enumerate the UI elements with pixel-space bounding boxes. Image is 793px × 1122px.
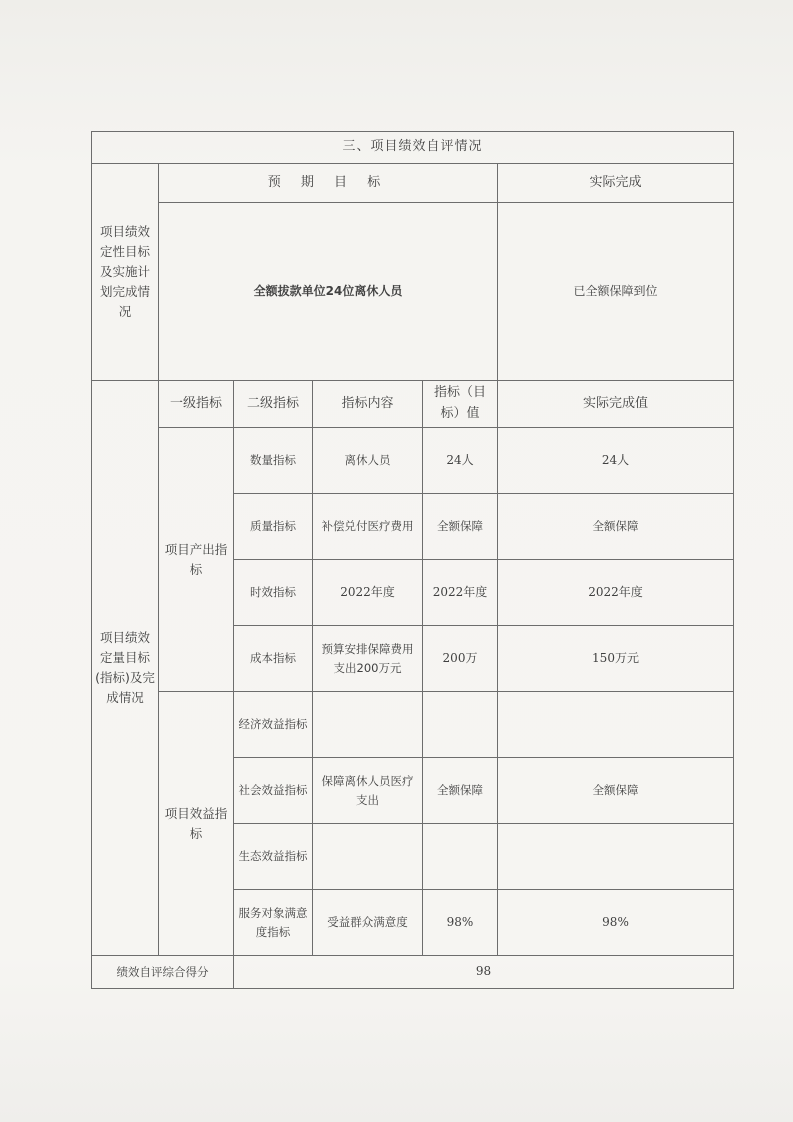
level2-cell: 数量指标 [234, 428, 313, 494]
level2-cell: 质量指标 [234, 494, 313, 560]
content-cell: 离休人员 [313, 428, 423, 494]
header-actual: 实际完成值 [498, 381, 734, 428]
level2-cell: 时效指标 [234, 560, 313, 626]
actual-cell [498, 824, 734, 890]
level1-output: 项目产出指标 [159, 428, 234, 692]
content-cell: 补偿兑付医疗费用 [313, 494, 423, 560]
header-target: 指标（目标）值 [423, 381, 498, 428]
quantitative-goal-label: 项目绩效定量目标(指标)及完成情况 [92, 381, 159, 956]
content-cell: 2022年度 [313, 560, 423, 626]
content-cell: 预算安排保障费用支出200万元 [313, 626, 423, 692]
actual-cell: 全额保障 [498, 494, 734, 560]
level1-benefit: 项目效益指标 [159, 692, 234, 956]
level2-cell: 社会效益指标 [234, 758, 313, 824]
header-content: 指标内容 [313, 381, 423, 428]
actual-cell: 2022年度 [498, 560, 734, 626]
expected-goal-text: 全额拔款单位24位离休人员 [159, 203, 498, 381]
performance-table [91, 131, 734, 989]
level2-cell: 成本指标 [234, 626, 313, 692]
expected-goal-header: 预 期 目 标 [159, 164, 498, 203]
actual-cell: 24人 [498, 428, 734, 494]
header-level2: 二级指标 [234, 381, 313, 428]
table-row [92, 428, 734, 494]
actual-cell: 98% [498, 890, 734, 956]
target-cell: 2022年度 [423, 560, 498, 626]
content-cell [313, 692, 423, 758]
target-cell [423, 692, 498, 758]
actual-cell: 150万元 [498, 626, 734, 692]
target-cell: 全额保障 [423, 758, 498, 824]
actual-cell [498, 692, 734, 758]
target-cell: 98% [423, 890, 498, 956]
header-level1: 一级指标 [159, 381, 234, 428]
target-cell: 24人 [423, 428, 498, 494]
level2-cell: 经济效益指标 [234, 692, 313, 758]
actual-completion-text: 已全额保障到位 [498, 203, 734, 381]
content-cell: 受益群众满意度 [313, 890, 423, 956]
overall-score-value: 98 [234, 956, 734, 989]
content-cell: 保障离休人员医疗支出 [313, 758, 423, 824]
target-cell: 全额保障 [423, 494, 498, 560]
table-row [92, 692, 734, 758]
content-cell [313, 824, 423, 890]
table-title: 三、项目绩效自评情况 [92, 132, 734, 164]
overall-score-label: 绩效自评综合得分 [92, 956, 234, 989]
actual-cell: 全额保障 [498, 758, 734, 824]
target-cell: 200万 [423, 626, 498, 692]
level2-cell: 生态效益指标 [234, 824, 313, 890]
qualitative-goal-label: 项目绩效定性目标及实施计划完成情况 [92, 164, 159, 381]
level2-cell: 服务对象满意度指标 [234, 890, 313, 956]
target-cell [423, 824, 498, 890]
actual-completion-header: 实际完成 [498, 164, 734, 203]
